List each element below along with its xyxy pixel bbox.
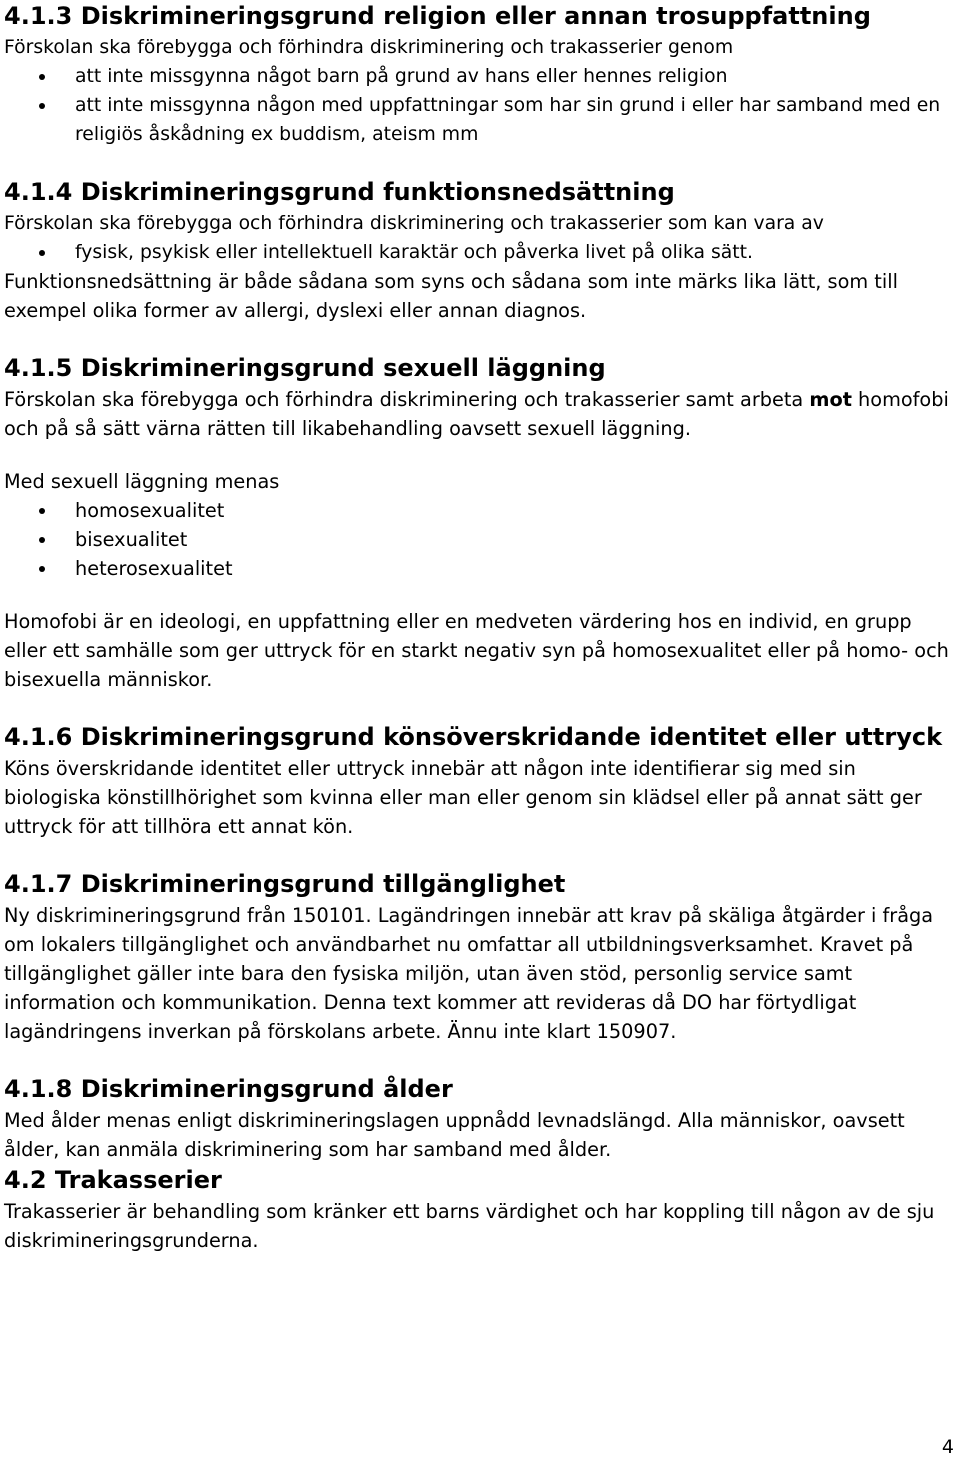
list-item: att inte missgynna någon med uppfattningar som har sin grund i eller har samband med en religiös åskådning ex buddism, ateism mm xyxy=(4,91,954,149)
section-body-4-1-6: Köns överskridande identitet eller uttryck innebär att någon inte identifierar sig med sin biologiska könstillhörighet som kvinna eller man eller genom sin klädsel eller på annat sätt ger uttryck för att tillhöra ett annat kön. xyxy=(4,757,922,838)
section-heading-4-1-3: 4.1.3 Diskrimineringsgrund religion eller annan trosuppfattning xyxy=(4,2,871,30)
section-heading-4-2: 4.2 Trakasserier xyxy=(4,1166,222,1194)
bullet-list-4-1-3 xyxy=(4,62,954,149)
list-item: bisexualitet xyxy=(4,525,954,554)
section-body-4-1-5: Homofobi är en ideologi, en uppfattning eller en medveten värdering hos en individ, en grupp eller ett samhälle som ger uttryck för en starkt negativ syn på homosexualitet eller på homo- och bisexuella människor. xyxy=(4,610,949,691)
list-item: heterosexualitet xyxy=(4,554,954,583)
section-body-4-1-7: Ny diskrimineringsgrund från 150101. Lagändringen innebär att krav på skäliga åtgärder i fråga om lokalers tillgänglighet och användbarhet nu omfattar all utbildningsverksamhet. Kravet på tillgänglighet gäller inte bara den fysiska miljön, utan även stöd, personlig service samt information och kommunikation. Denna text kommer att revideras då DO har förtydligat lagändringens inverkan på förskolans arbete. Ännu inte klart 150907. xyxy=(4,904,934,1043)
section-heading-4-1-8: 4.1.8 Diskrimineringsgrund ålder xyxy=(4,1075,453,1103)
list-item: homosexualitet xyxy=(4,496,954,525)
section-heading-4-1-4: 4.1.4 Diskrimineringsgrund funktionsnedsättning xyxy=(4,178,675,206)
emphasis-text: mot xyxy=(809,388,852,411)
list-intro-4-1-5: Med sexuell läggning menas xyxy=(4,470,280,493)
bullet-list-4-1-5 xyxy=(4,496,954,583)
section-body-4-2: Trakasserier är behandling som kränker ett barns värdighet och har koppling till någon av de sju diskrimineringsgrunderna. xyxy=(4,1200,935,1252)
bullet-icon xyxy=(39,250,45,256)
section-heading-4-1-5: 4.1.5 Diskrimineringsgrund sexuell läggning xyxy=(4,354,606,382)
bullet-icon xyxy=(39,74,45,80)
page-number: 4 xyxy=(941,1436,954,1458)
section-body-4-1-8: Med ålder menas enligt diskrimineringslagen uppnådd levnadslängd. Alla människor, oavsett ålder, kan anmäla diskriminering som har samband med ålder. xyxy=(4,1109,905,1161)
section-intro-4-1-4: Förskolan ska förebygga och förhindra diskriminering och trakasserier som kan vara av xyxy=(4,213,824,234)
bullet-icon xyxy=(39,537,45,543)
document-page xyxy=(4,0,954,1255)
bullet-list-4-1-4 xyxy=(4,238,954,267)
section-heading-4-1-6: 4.1.6 Diskrimineringsgrund könsöverskridande identitet eller uttryck xyxy=(4,723,943,751)
section-body-4-1-4: Funktionsnedsättning är både sådana som syns och sådana som inte märks lika lätt, som till exempel olika former av allergi, dyslexi eller annan diagnos. xyxy=(4,270,898,322)
list-item: att inte missgynna något barn på grund av hans eller hennes religion xyxy=(4,62,954,91)
section-intro-4-1-5: Förskolan ska förebygga och förhindra diskriminering och trakasserier samt arbeta mot homofobi och på så sätt värna rätten till likabehandling oavsett sexuell läggning. xyxy=(4,388,949,440)
section-intro-4-1-3: Förskolan ska förebygga och förhindra diskriminering och trakasserier genom xyxy=(4,37,734,58)
list-item: fysisk, psykisk eller intellektuell karaktär och påverka livet på olika sätt. xyxy=(4,238,954,267)
section-heading-4-1-7: 4.1.7 Diskrimineringsgrund tillgänglighet xyxy=(4,870,566,898)
bullet-icon xyxy=(39,508,45,514)
bullet-icon xyxy=(39,103,45,109)
bullet-icon xyxy=(39,566,45,572)
